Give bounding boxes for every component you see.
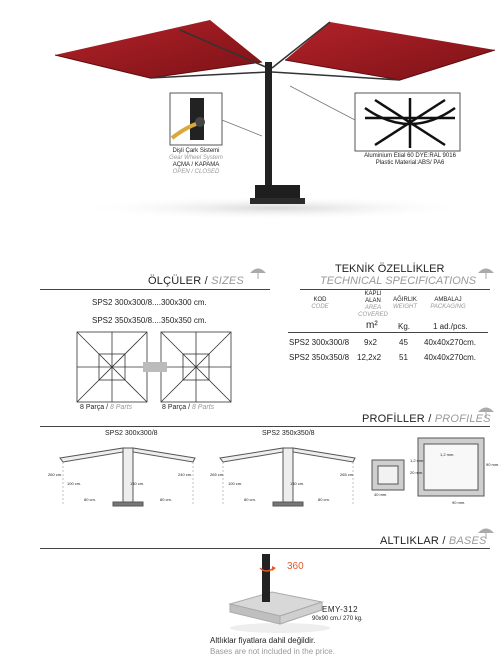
- unit-pack: 1 ad./pcs.: [433, 322, 468, 331]
- row1-area: 9x2: [364, 338, 377, 347]
- umbrella-icon: [476, 264, 496, 280]
- profile-label-1: SPS2 300x300/8: [105, 430, 158, 437]
- dim-r-1: 265 cm.: [210, 472, 225, 477]
- rotation-label: 360: [287, 561, 304, 572]
- umbrella-icon: [476, 524, 496, 540]
- umbrella-pole: [265, 62, 272, 192]
- bases-note-tr: Altlıklar fiyatlara dahil değildir.: [210, 636, 316, 645]
- row2-weight: 51: [399, 353, 408, 362]
- dim-r-3: 80 cm.: [244, 497, 257, 502]
- hdr-packaging: AMBALAJ PACKAGING: [430, 297, 466, 310]
- row1-weight: 45: [399, 338, 408, 347]
- pdim-2: 20 mm.: [410, 470, 424, 475]
- open-close-tr: AÇMA / KAPAMA: [172, 162, 220, 168]
- hdr-weight: AĞIRLIK WEIGHT: [393, 297, 417, 310]
- umbrella-icon: [476, 403, 496, 419]
- material-line1: Aluminium Etial 60 DYE:RAL 9016: [364, 153, 456, 159]
- tech-title-en: TECHNICAL SPECIFICATIONS: [320, 275, 477, 287]
- tech-title-tr: TEKNİK ÖZELLİKLER: [335, 263, 445, 275]
- top-view-diagram: [75, 330, 235, 405]
- row2-code: SPS2 350x350/8: [289, 353, 350, 362]
- hero-umbrella-illustration: [0, 0, 500, 225]
- row1-code: SPS2 300x300/8: [289, 338, 350, 347]
- pdim-3: 1,2 mm.: [410, 458, 425, 463]
- dim-r-6: 265 cm.: [340, 472, 355, 477]
- dim-r-2: 100 cm.: [228, 481, 243, 486]
- dim-l-4: 130 cm.: [130, 481, 145, 486]
- tech-table-rule: [288, 332, 488, 333]
- gear-caption: [165, 148, 227, 176]
- bases-rule: [40, 548, 490, 549]
- size-line-2: SPS2 350x350/8....350x350 cm.: [92, 316, 207, 325]
- dim-l-1: 260 cm.: [48, 472, 63, 477]
- sizes-rule: [40, 289, 270, 290]
- pdim-1: 40 mm.: [374, 492, 388, 497]
- unit-weight: Kg.: [398, 322, 411, 331]
- material-line2: Plastic Material:ABS/ PA6: [375, 160, 445, 166]
- parts-label-1: 8 Parça / 8 Parts: [80, 404, 133, 411]
- pdim-5: 90 mm.: [486, 462, 500, 467]
- parts-label-2: 8 Parça / 8 Parts: [162, 404, 215, 411]
- profiles-title: PROFİLLER / PROFILES: [362, 413, 491, 425]
- bases-title: ALTLIKLAR / BASES: [380, 535, 487, 547]
- material-caption: [345, 153, 475, 167]
- umbrella-icon: [248, 264, 268, 280]
- dim-r-5: 80 cm.: [318, 497, 331, 502]
- dim-r-4: 130 cm.: [290, 481, 305, 486]
- base-spec: 90x90 cm./ 270 kg.: [312, 616, 363, 622]
- dim-l-5: 80 cm.: [160, 497, 173, 502]
- profile-label-2: SPS2 350x350/8: [262, 430, 315, 437]
- base-model: EMY-312: [322, 605, 359, 614]
- dim-l-3: 80 cm.: [84, 497, 97, 502]
- dim-l-2: 100 cm.: [67, 481, 82, 486]
- pdim-6: 1,2 mm.: [440, 452, 455, 457]
- profiles-rule: [40, 426, 490, 427]
- hdr-area: KAPLI ALAN AREA COVERED: [358, 291, 388, 318]
- tech-rule: [300, 289, 490, 290]
- right-canopy: [285, 22, 495, 80]
- row1-pack: 40x40x270cm.: [424, 338, 477, 347]
- left-canopy: [55, 20, 262, 78]
- pdim-4: 90 mm.: [452, 500, 466, 505]
- unit-area: m²: [366, 320, 378, 331]
- gear-caption-en: Gear Wheel System: [169, 155, 223, 161]
- dim-l-6: 240 cm.: [178, 472, 193, 477]
- open-close-en: OPEN / CLOSED: [172, 169, 220, 175]
- row2-area: 12,2x2: [357, 353, 382, 362]
- size-line-1: SPS2 300x300/8....300x300 cm.: [92, 298, 207, 307]
- bases-note-en: Bases are not included in the price.: [210, 647, 335, 656]
- row2-pack: 40x40x270cm.: [424, 353, 477, 362]
- hdr-code: KOD CODE: [311, 297, 329, 310]
- gear-caption-tr: Dişli Çark Sistemi: [172, 148, 220, 154]
- sizes-title: ÖLÇÜLER / SIZES: [148, 275, 244, 287]
